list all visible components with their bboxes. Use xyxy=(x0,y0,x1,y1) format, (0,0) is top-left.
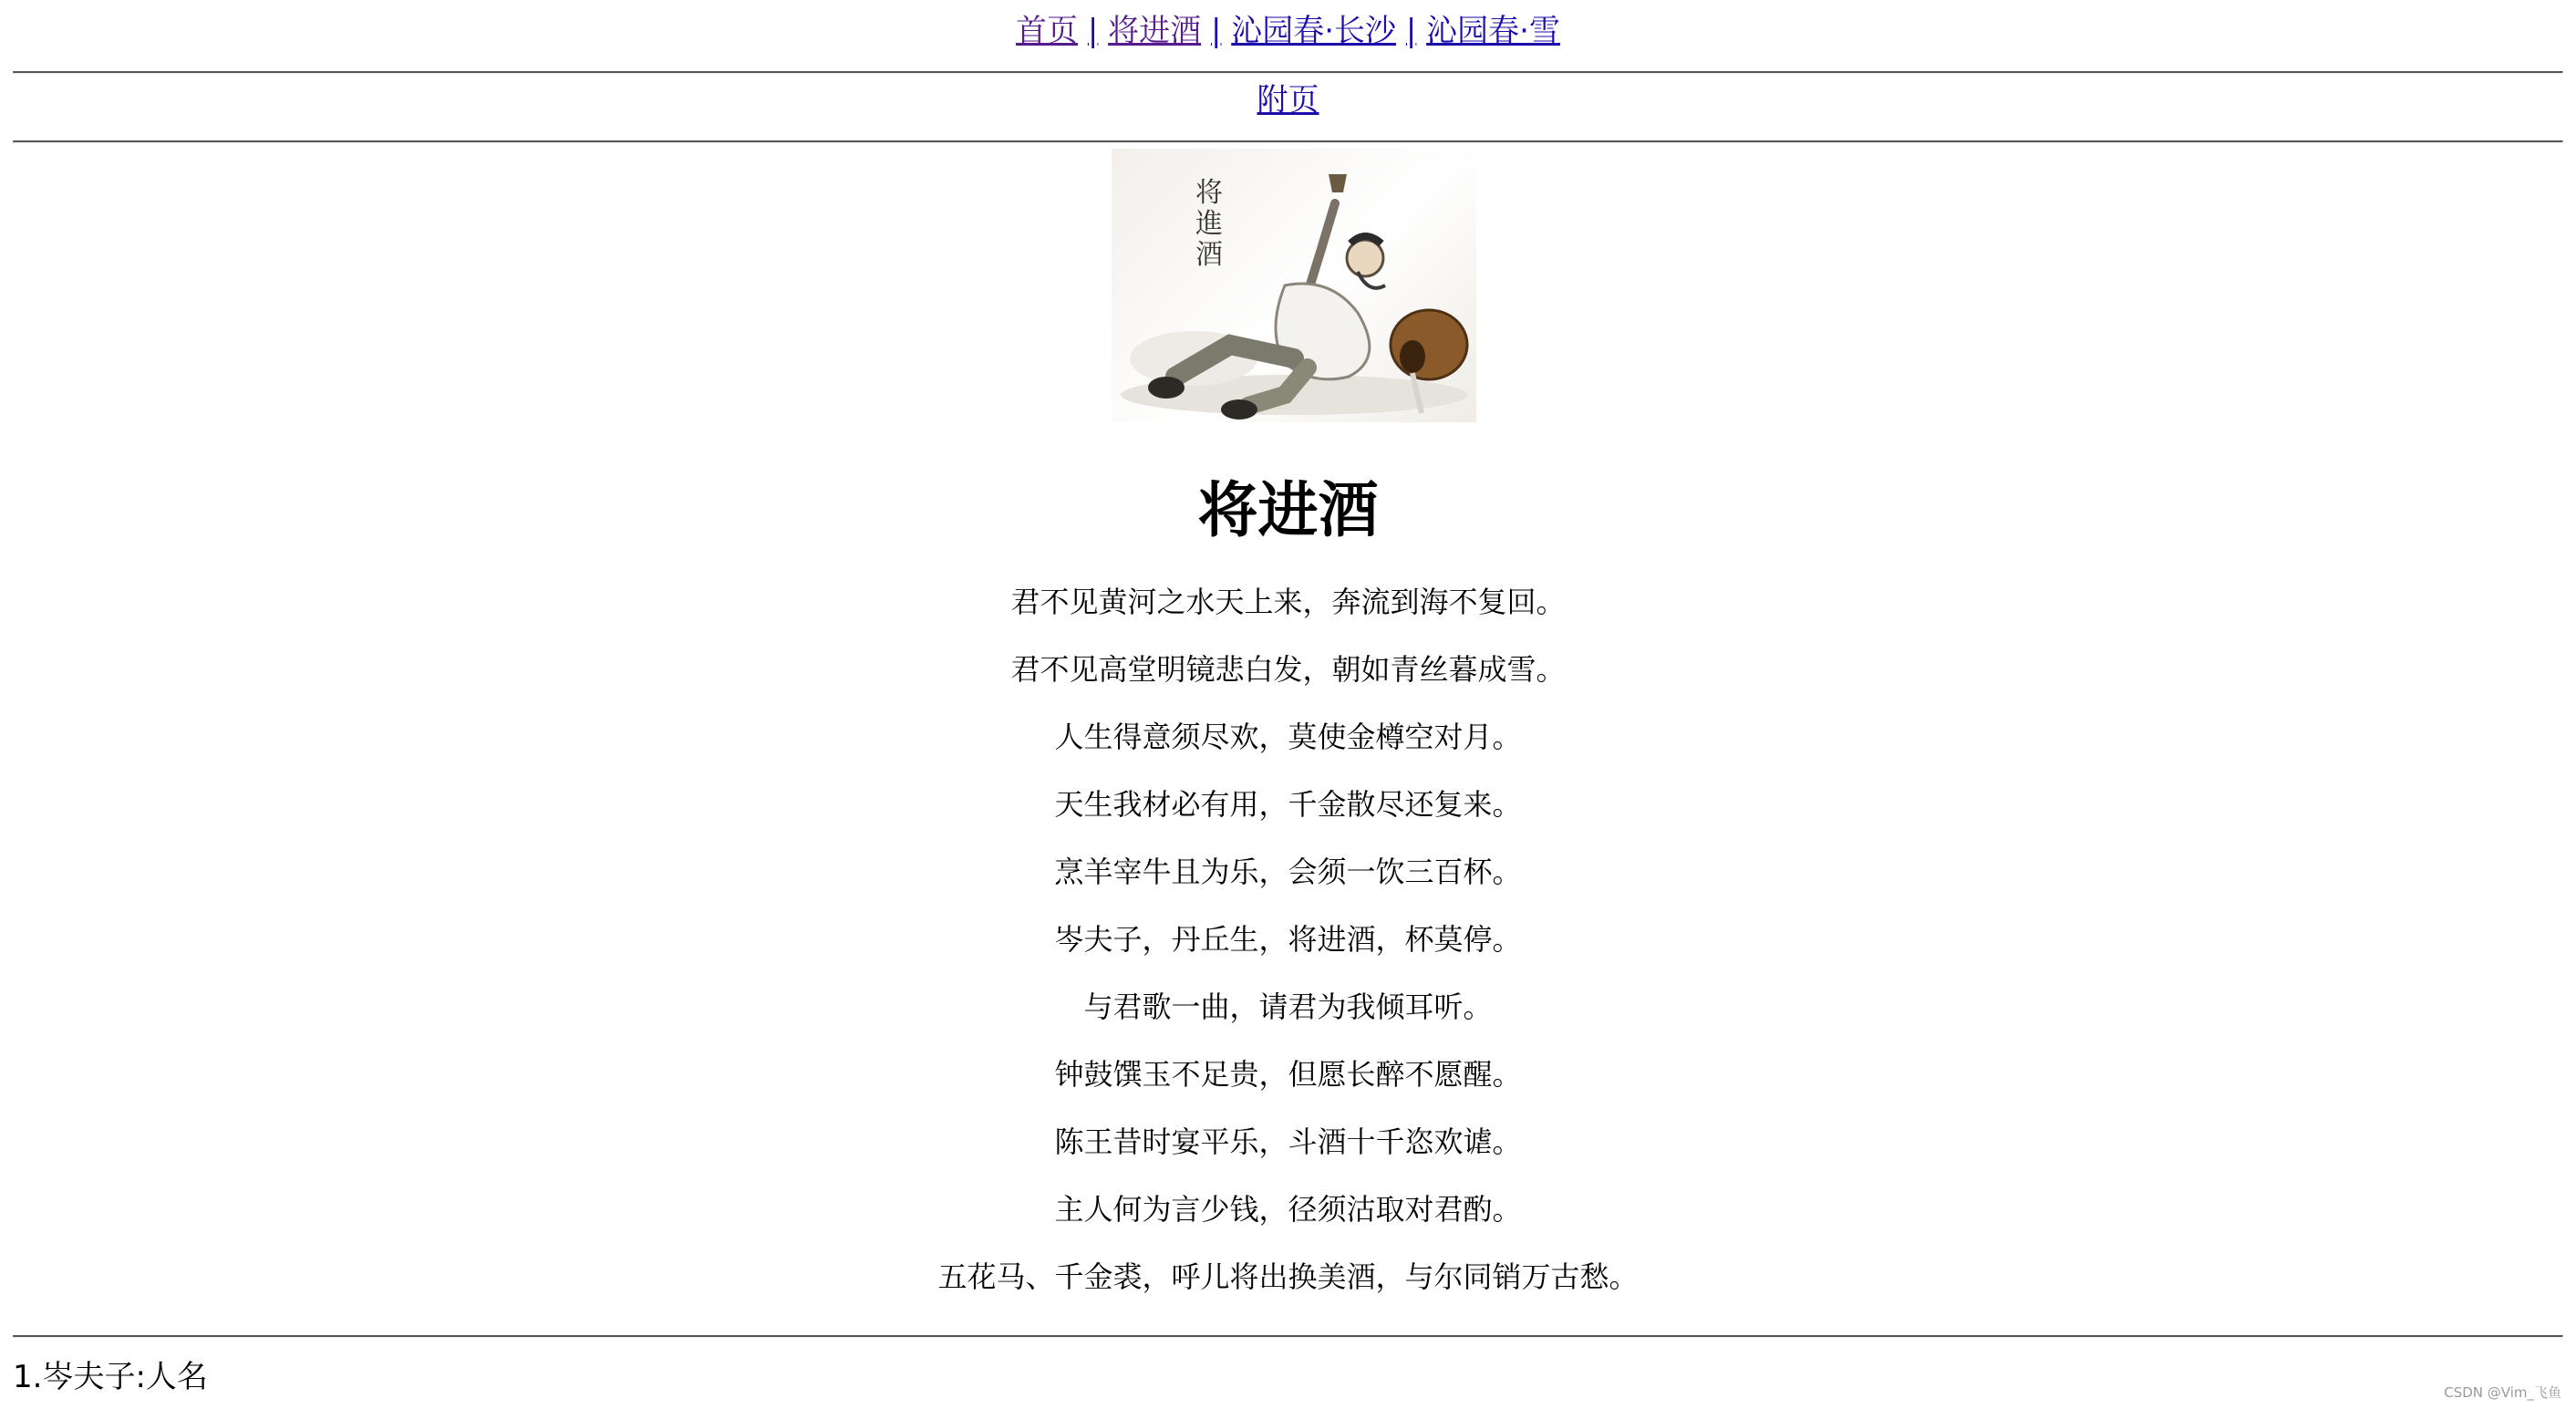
divider xyxy=(13,1335,2563,1338)
secondary-navigation xyxy=(13,82,2563,119)
poem-line: 钟鼓馔玉不足贵，但愿长醉不愿醒。 xyxy=(1054,1057,1522,1092)
svg-text:酒: 酒 xyxy=(1195,240,1223,270)
poem-title: 将进酒 xyxy=(1197,475,1379,545)
poem-line: 烹羊宰牛且为乐，会须一饮三百杯。 xyxy=(1054,855,1522,889)
poem-line: 主人何为言少钱，径须沽取对君酌。 xyxy=(1054,1192,1522,1227)
poem-line: 君不见黄河之水天上来，奔流到海不复回。 xyxy=(1010,585,1566,619)
divider xyxy=(13,140,2563,143)
poem-line: 五花马、千金裘，呼儿将出换美酒，与尔同销万古愁。 xyxy=(937,1259,1639,1294)
poem-line: 与君歌一曲，请君为我倾耳听。 xyxy=(1083,989,1493,1024)
nav-link-appendix[interactable]: 附页 xyxy=(1257,82,1319,119)
poem-line: 岑夫子，丹丘生，将进酒，杯莫停。 xyxy=(1054,922,1522,957)
top-navigation xyxy=(13,13,2563,49)
poem-line: 君不见高堂明镜悲白发，朝如青丝暮成雪。 xyxy=(1010,652,1566,687)
poem-line: 人生得意须尽欢，莫使金樽空对月。 xyxy=(1054,720,1522,754)
footnote: 1.岑夫子:人名 xyxy=(13,1359,208,1395)
poem-body xyxy=(0,584,2576,1326)
nav-link-home[interactable]: 首页 xyxy=(1016,13,1079,49)
nav-separator: | xyxy=(1210,13,1222,49)
nav-separator: | xyxy=(1405,13,1417,49)
nav-link-jiangjinjiu[interactable]: 将进酒 xyxy=(1108,13,1202,49)
nav-link-qinyuanchun-xue[interactable]: 沁园春·雪 xyxy=(1426,13,1560,49)
watermark: CSDN @Vim_飞鱼 xyxy=(2444,1384,2561,1401)
poet-drinking-painting-icon xyxy=(1112,149,1476,422)
svg-text:将: 将 xyxy=(1195,178,1223,208)
svg-text:進: 進 xyxy=(1195,209,1223,239)
nav-link-qinyuanchun-changsha[interactable]: 沁园春·长沙 xyxy=(1231,13,1397,49)
nav-separator: | xyxy=(1087,13,1099,49)
poem-line: 陈王昔时宴平乐，斗酒十千恣欢谑。 xyxy=(1054,1124,1522,1159)
divider xyxy=(13,71,2563,74)
poem-line: 天生我材必有用，千金散尽还复来。 xyxy=(1054,787,1522,822)
